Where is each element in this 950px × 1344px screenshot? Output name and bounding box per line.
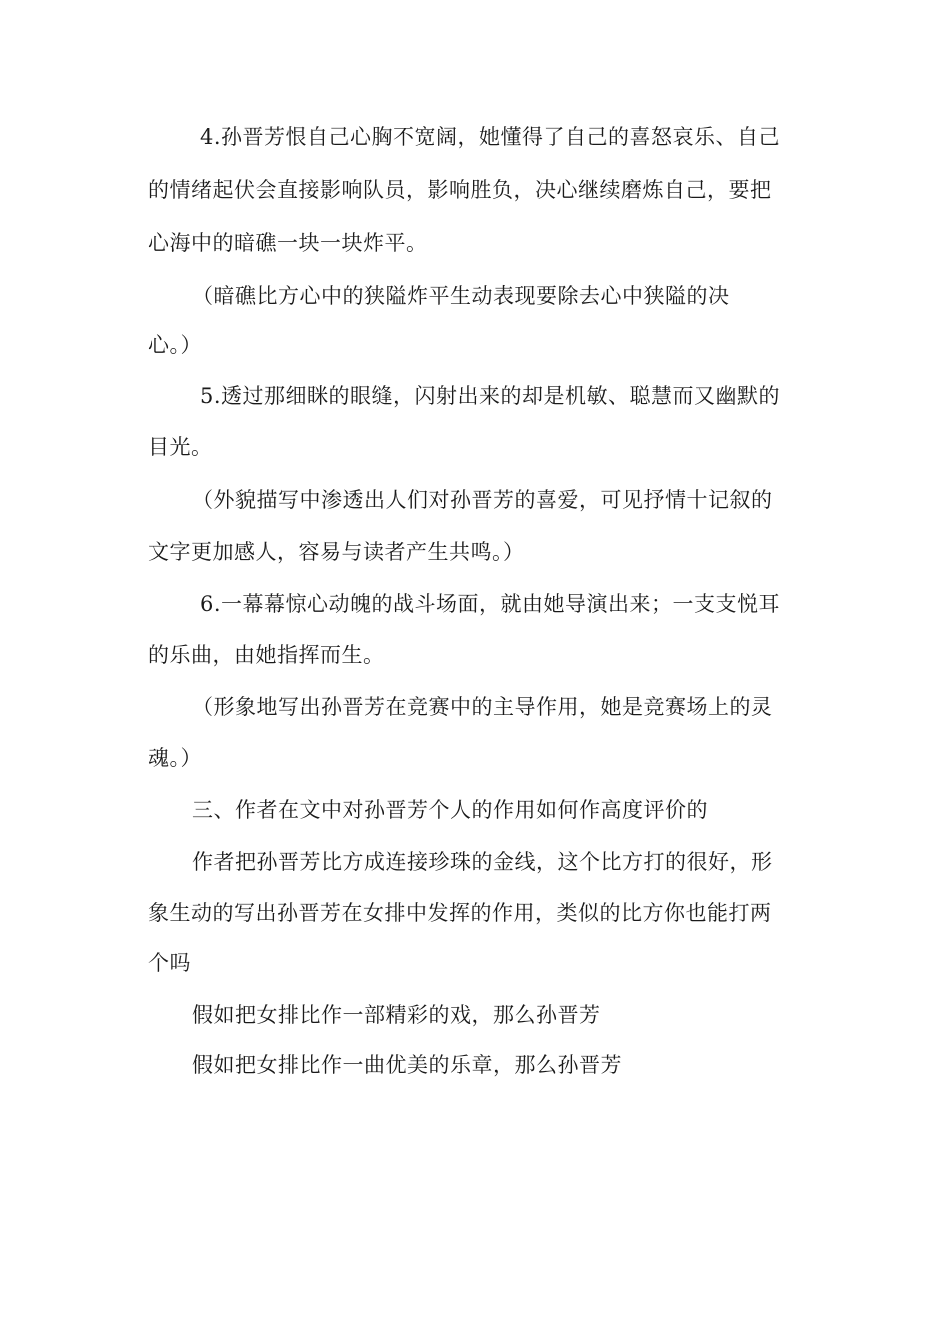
body-paragraph-line-1: 作者把孙晋芳比方成连接珍珠的金线，这个比方打的很好，形 bbox=[192, 850, 773, 874]
paragraph-4-line-3: 心海中的暗礁一块一块炸平。 bbox=[148, 231, 428, 255]
body-paragraph-line-3: 个吗 bbox=[148, 951, 191, 975]
prompt-line-1: 假如把女排比作一部精彩的戏，那么孙晋芳 bbox=[192, 1003, 601, 1027]
paragraph-5-line-2: 目光。 bbox=[148, 435, 213, 459]
paragraph-6-line-2: 的乐曲，由她指挥而生。 bbox=[148, 643, 385, 667]
section-three-heading: 三、作者在文中对孙晋芳个人的作用如何作高度评价的 bbox=[192, 798, 708, 822]
note-4-line-1: （暗礁比方心中的狭隘炸平生动表现要除去心中狭隘的决 bbox=[192, 284, 730, 308]
paragraph-4-line-2: 的情绪起伏会直接影响队员，影响胜负，决心继续磨炼自己，要把 bbox=[148, 178, 772, 202]
note-4-line-2: 心。） bbox=[148, 333, 202, 357]
paragraph-5-line-1: 5.透过那细眯的眼缝，闪射出来的却是机敏、聪慧而又幽默的 bbox=[200, 384, 781, 408]
paragraph-6-line-1: 6.一幕幕惊心动魄的战斗场面，就由她导演出来；一支支悦耳 bbox=[200, 592, 781, 616]
body-paragraph-line-2: 象生动的写出孙晋芳在女排中发挥的作用，类似的比方你也能打两 bbox=[148, 901, 772, 925]
prompt-line-2: 假如把女排比作一曲优美的乐章，那么孙晋芳 bbox=[192, 1053, 622, 1077]
note-5-line-2: 文字更加感人，容易与读者产生共鸣。） bbox=[148, 540, 525, 564]
paragraph-4-line-1: 4.孙晋芳恨自己心胸不宽阔，她懂得了自己的喜怒哀乐、自己 bbox=[200, 125, 781, 149]
note-6-line-2: 魂。） bbox=[148, 746, 202, 770]
note-5-line-1: （外貌描写中渗透出人们对孙晋芳的喜爱，可见抒情十记叙的 bbox=[192, 488, 773, 512]
note-6-line-1: （形象地写出孙晋芳在竞赛中的主导作用，她是竞赛场上的灵 bbox=[192, 695, 773, 719]
